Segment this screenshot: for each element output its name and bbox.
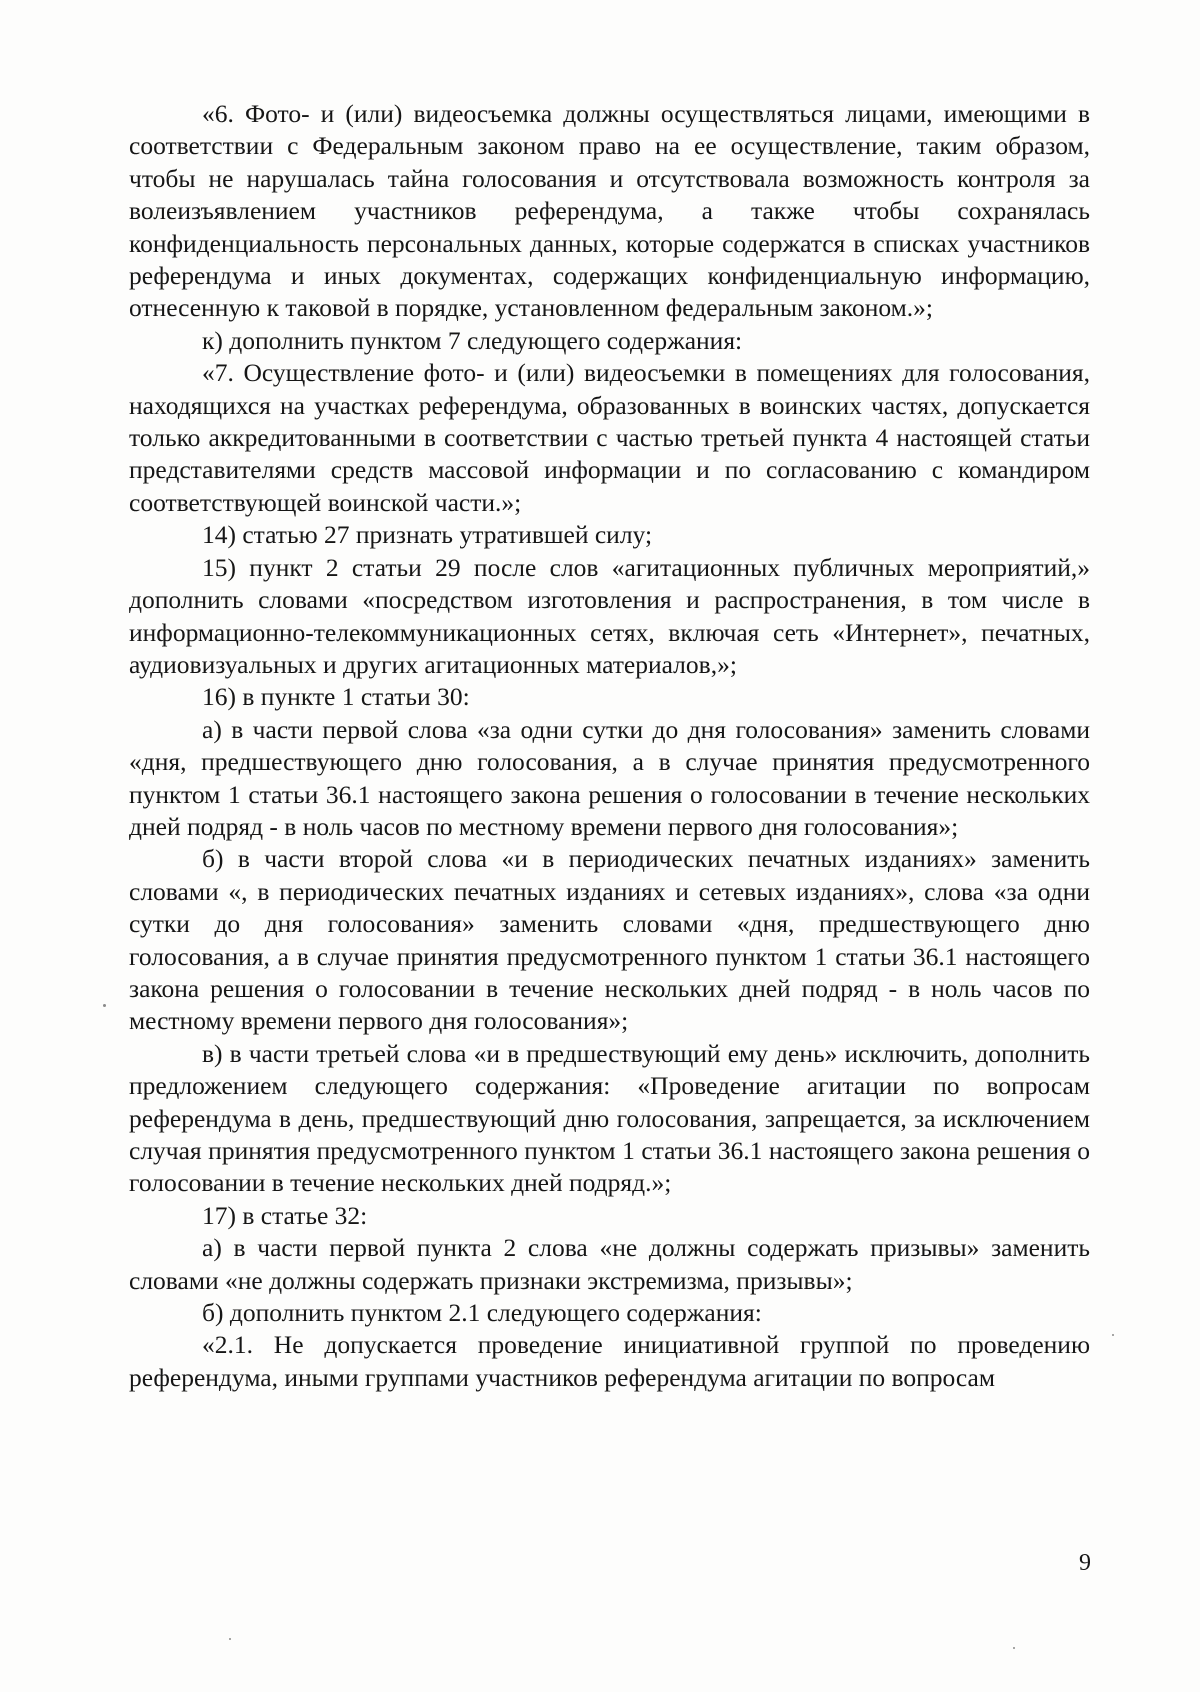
paragraph-point-14: 14) статью 27 признать утратившей силу;: [202, 520, 653, 550]
paragraph-point-17: 17) в статье 32:: [202, 1200, 368, 1230]
scan-speck: [1112, 1334, 1114, 1336]
paragraph-item-2-1: «2.1. Не допускается проведение инициативной группой по проведению референдума, иными группами участников референдума агитации по вопросам: [129, 1330, 1090, 1392]
paragraph-point-17-b: б) дополнить пунктом 2.1 следующего содержания:: [202, 1298, 762, 1328]
document-body: [129, 98, 1090, 1394]
paragraph-point-17-a: а) в части первой пункта 2 слова «не должны содержать призывы» заменить словами «не должны содержать признаки экстремизма, призывы»;: [129, 1233, 1090, 1295]
paragraph-point-16-a: а) в части первой слова «за одни сутки до дня голосования» заменить словами «дня, предшествующего дню голосования, а в случае принятия предусмотренного пунктом 1 статьи 36.1 настоящего закона решения о голосовании в течение нескольких дней подряд - в ноль часов по местному времени первого дня голосования»;: [129, 714, 1090, 841]
paragraph-item-7: «7. Осуществление фото- и (или) видеосъемки в помещениях для голосования, находящихся на участках референдума, образованных в воинских частях, допускается только аккредитованными в соответствии с частью третьей пункта 4 настоящей статьи представителями средств массовой информации и по согласованию с командиром соответствующей воинской части.»;: [129, 358, 1090, 517]
scan-speck: [1013, 1647, 1015, 1649]
paragraph-point-16-b: б) в части второй слова «и в периодических печатных изданиях» заменить словами «, в периодических печатных изданиях и сетевых изданиях», слова «за одни сутки до дня голосования» заменить словами «дня, предшествующего дню голосования, а в случае принятия предусмотренного пунктом 1 статьи 36.1 настоящего закона решения о голосовании в течение нескольких дней подряд - в ноль часов по местному времени первого дня голосования»;: [129, 844, 1090, 1036]
scan-speck: [103, 1004, 106, 1007]
paragraph-point-16-v: в) в части третьей слова «и в предшествующий ему день» исключить, дополнить предложением следующего содержания: «Проведение агитации по вопросам референдума в день, предшествующий дню голосования, запрещается, за исключением случая принятия предусмотренного пунктом 1 статьи 36.1 настоящего закона решения о голосовании в течение нескольких дней подряд.»;: [129, 1038, 1090, 1198]
paragraph-item-6: «6. Фото- и (или) видеосъемка должны осуществляться лицами, имеющими в соответствии с Федеральным законом право на ее осуществление, таким образом, чтобы не нарушалась тайна голосования и отсутствовала возможность контроля за волеизъявлением участников референдума, а также чтобы сохранялась конфиденциальность персональных данных, которые содержатся в списках участников референдума и иных документах, содержащих конфиденциальную информацию, отнесенную к таковой в порядке, установленном федеральным законом.»;: [129, 99, 1090, 323]
scan-speck: [229, 1638, 231, 1640]
page-number: 9: [1079, 1550, 1091, 1576]
paragraph-point-15: 15) пункт 2 статьи 29 после слов «агитационных публичных мероприятий,» дополнить словами «посредством изготовления и распространения, в том числе в информационно-телекоммуникационных сетях, включая сеть «Интернет», печатных, аудиовизуальных и других агитационных материалов,»;: [129, 552, 1090, 679]
paragraph-subitem-k: к) дополнить пунктом 7 следующего содержания:: [202, 325, 743, 355]
paragraph-point-16: 16) в пункте 1 статьи 30:: [202, 682, 470, 712]
